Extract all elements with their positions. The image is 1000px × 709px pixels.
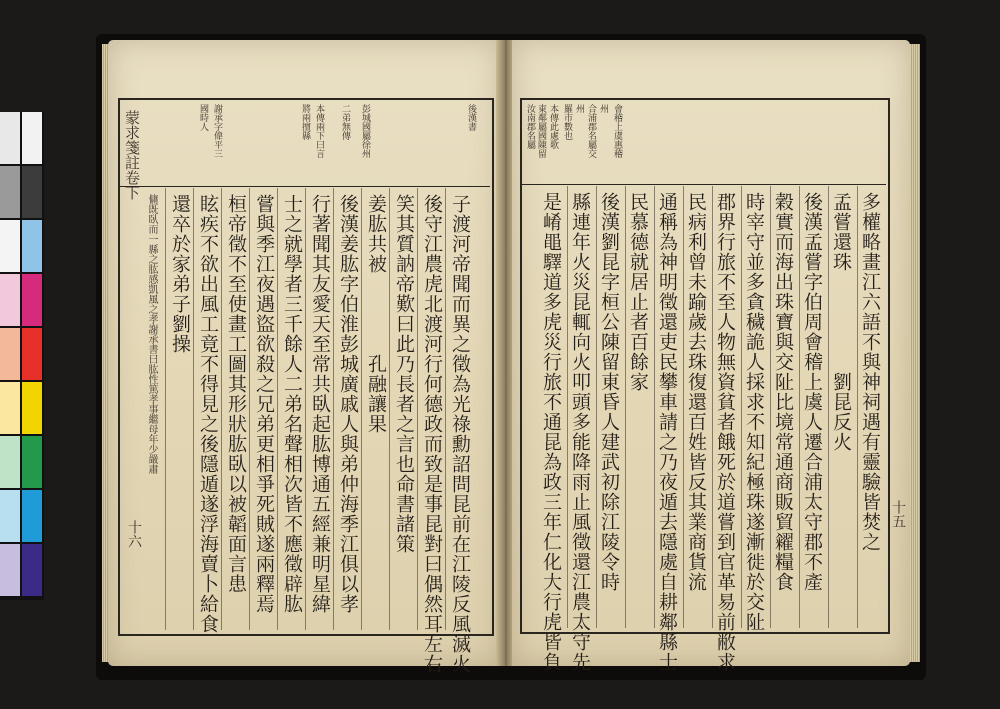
right-header-note: 會稽上虞惠稽 (612, 104, 622, 158)
right-header-note: 本傳此處歌 (548, 104, 558, 149)
text-column: 多權略畫江六語不與神祠遇有靈驗皆焚之 (859, 192, 881, 552)
folio-number: 十五 (890, 500, 906, 528)
left-header-note: 二弟無傳 (340, 104, 350, 140)
left-header-note: 後漢書 (466, 104, 476, 131)
text-column: 民慕德就居止者百餘家 (627, 192, 649, 392)
left-header-note: 謝承字偉平三 (212, 104, 222, 158)
text-column: 後漢劉昆字桓公陳留東昏人建武初除江陵令時 (598, 192, 620, 592)
text-column: 士之就學者三千餘人二弟名聲相次皆不應徵辟肱 (281, 194, 303, 614)
color-calibration-strip (0, 112, 44, 600)
text-column: 後漢姜肱字伯淮彭城廣戚人與弟仲海季江俱以孝 (337, 194, 359, 614)
text-column: 後漢孟嘗字伯周會稽上虞人遷合浦太守郡不產 (801, 192, 823, 592)
text-column: 傭既臥而一縣之肱感凱風之孝謝承書曰肱性篤孝事繼母年少嚴肅 (146, 194, 157, 474)
text-column: 縣連年火災昆輒向火叩頭多能降雨止風徵還江農太守先 (569, 192, 591, 672)
left-header-note: 彭城國屬徐州 (360, 104, 370, 158)
left-header-rule (120, 186, 490, 187)
margin-title: 蒙求箋註卷下 (123, 110, 141, 200)
text-column: 還卒於家弟子劉操 (169, 194, 191, 354)
text-column: 穀實而海出珠寶與交阯比境常通商販貿糴糧食 (772, 192, 794, 592)
right-header-note: 東鄰屬國陳留 (536, 104, 546, 158)
right-header-note: 合浦郡名屬交 (586, 104, 596, 158)
text-column: 眩疾不欲出風工竟不得見之後隱遁遂浮海賣卜給食 (197, 194, 219, 634)
right-header-note: 羅市數也 (562, 104, 572, 140)
left-header-note: 本傳兩下曰言 (314, 104, 324, 158)
section-heading: 孟嘗還珠 劉昆反火 (830, 192, 852, 452)
text-column: 行著聞其友愛天至常共臥起肱博通五經兼明星緯 (309, 194, 331, 614)
text-column: 後守江農虎北渡河行何德政而致是事昆對曰偶然耳左右 (421, 194, 443, 674)
right-header-rule (522, 184, 886, 185)
text-column: 是崤黽驛道多虎災行旅不通昆為政三年仁化大行虎皆負 (540, 192, 562, 672)
text-column: 笑其質訥帝歎曰此乃長者之言也命書諸策 (393, 194, 415, 554)
text-column: 子渡河帝聞而異之徵為光祿勳詔問昆前在江陵反風滅火 (449, 194, 471, 674)
right-header-note: 州 (598, 104, 608, 113)
right-header-note: 州 (574, 104, 584, 113)
section-heading: 姜肱共被 孔融讓果 (365, 194, 387, 434)
text-column: 時宰守並多貪穢詭人採求不知紀極珠遂漸徙於交阯 (743, 192, 765, 632)
text-column: 桓帝徵不至使畫工圖其形狀肱臥以被韜面言患 (225, 194, 247, 594)
folio-number: 十六 (126, 520, 142, 548)
text-column: 郡界行旅不至人物無資貧者餓死於道嘗到官革易前敝求 (714, 192, 736, 672)
left-header-note: 國時人 (198, 104, 208, 131)
text-column: 民病利曾未踰歲去珠復還百姓皆反其業商貨流 (685, 192, 707, 592)
left-header-note: 將兩擅縣 (300, 104, 310, 140)
text-column: 嘗與季江夜遇盜欲殺之兄弟更相爭死賊遂兩釋焉 (253, 194, 275, 614)
text-column: 通稱為神明徵還吏民攀車請之乃夜遁去隱處自耕鄰縣士 (656, 192, 678, 672)
right-header-note: 汝南郡名屬 (525, 104, 535, 149)
